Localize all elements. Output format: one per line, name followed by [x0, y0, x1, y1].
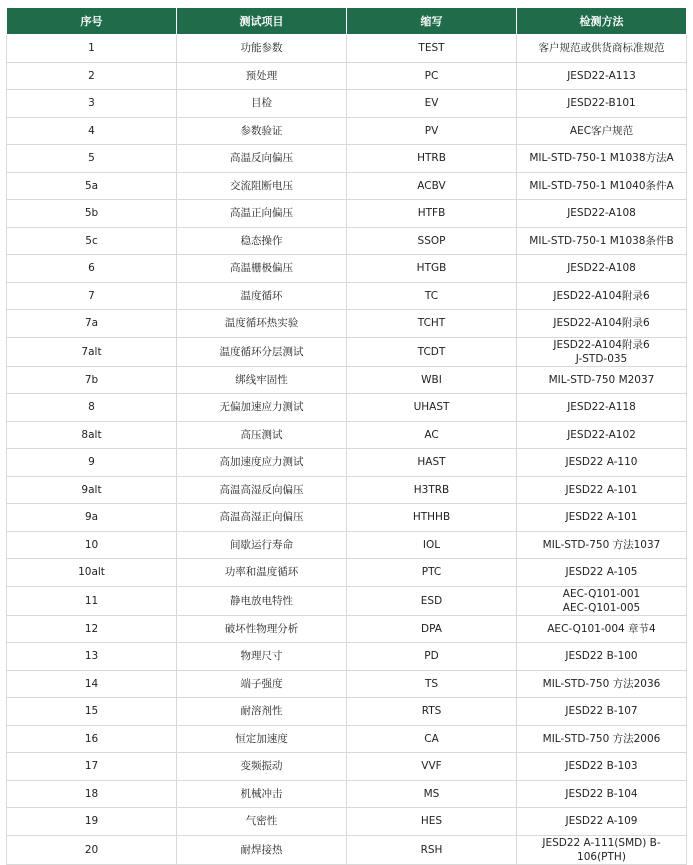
cell-serial-number: 9alt — [7, 476, 177, 504]
table-row — [7, 780, 687, 808]
test-method-line: JESD22 B-100 — [565, 650, 638, 663]
cell-test-item: 预处理 — [177, 62, 347, 90]
cell-abbreviation: EV — [347, 90, 517, 118]
cell-test-method — [517, 145, 687, 173]
cell-serial-number: 13 — [7, 643, 177, 671]
cell-test-method — [517, 227, 687, 255]
cell-test-method — [517, 531, 687, 559]
header-abbreviation: 缩写 — [347, 8, 517, 35]
test-method-line: JESD22-A104附录6 — [553, 289, 650, 302]
cell-serial-number: 4 — [7, 117, 177, 145]
cell-serial-number: 5 — [7, 145, 177, 173]
test-method-line: JESD22-A108 — [567, 262, 636, 275]
test-method-line: AEC-Q101-001 — [562, 587, 641, 600]
cell-serial-number: 16 — [7, 725, 177, 753]
cell-test-item: 高温反向偏压 — [177, 145, 347, 173]
cell-test-item: 高温高湿正向偏压 — [177, 504, 347, 532]
test-method-line: J-STD-035 — [575, 352, 628, 365]
cell-test-item: 气密性 — [177, 808, 347, 836]
cell-serial-number: 1 — [7, 35, 177, 63]
test-method-line: JESD22 A-111(SMD) B-106(PTH) — [542, 836, 661, 863]
table-row — [7, 282, 687, 310]
cell-test-method — [517, 282, 687, 310]
cell-test-item: 物理尺寸 — [177, 643, 347, 671]
cell-abbreviation: HAST — [347, 449, 517, 477]
test-method-line: JESD22 A-109 — [565, 815, 638, 828]
cell-abbreviation: RSH — [347, 835, 517, 864]
cell-serial-number: 5b — [7, 200, 177, 228]
cell-abbreviation: TS — [347, 670, 517, 698]
table-row — [7, 145, 687, 173]
table-row — [7, 670, 687, 698]
test-method-line: JESD22-A104附录6 — [553, 317, 650, 330]
test-method-line: JESD22 B-104 — [565, 787, 638, 800]
cell-serial-number: 7alt — [7, 337, 177, 366]
cell-test-item: 静电放电特性 — [177, 586, 347, 615]
cell-test-item: 破坏性物理分析 — [177, 615, 347, 643]
cell-test-method — [517, 172, 687, 200]
table-row — [7, 200, 687, 228]
header-test-method: 检测方法 — [517, 8, 687, 35]
test-method-line: JESD22 B-103 — [565, 760, 638, 773]
cell-test-method — [517, 643, 687, 671]
test-method-line: MIL-STD-750-1 M1040条件A — [529, 179, 674, 192]
cell-test-item: 间歇运行寿命 — [177, 531, 347, 559]
cell-abbreviation: TCHT — [347, 310, 517, 338]
table-row — [7, 62, 687, 90]
cell-abbreviation: MS — [347, 780, 517, 808]
table-row — [7, 394, 687, 422]
table-header-row — [7, 8, 687, 35]
cell-test-item: 绑线牢固性 — [177, 366, 347, 394]
table-row — [7, 643, 687, 671]
cell-abbreviation: HTFB — [347, 200, 517, 228]
cell-abbreviation: IOL — [347, 531, 517, 559]
test-method-line: JESD22 A-110 — [565, 456, 638, 469]
cell-test-item: 温度循环热实验 — [177, 310, 347, 338]
table-row — [7, 698, 687, 726]
cell-serial-number: 14 — [7, 670, 177, 698]
cell-test-method — [517, 90, 687, 118]
cell-test-item: 功能参数 — [177, 35, 347, 63]
cell-test-item: 耐溶剂性 — [177, 698, 347, 726]
cell-serial-number: 2 — [7, 62, 177, 90]
cell-test-method — [517, 449, 687, 477]
cell-serial-number: 3 — [7, 90, 177, 118]
test-method-line: JESD22 B-107 — [565, 705, 638, 718]
table-row — [7, 753, 687, 781]
cell-test-item: 恒定加速度 — [177, 725, 347, 753]
table-row — [7, 337, 687, 366]
table-row — [7, 476, 687, 504]
cell-test-item: 无偏加速应力测试 — [177, 394, 347, 422]
cell-abbreviation: PD — [347, 643, 517, 671]
table-row — [7, 586, 687, 615]
test-method-line: JESD22-A118 — [567, 401, 636, 414]
cell-test-item: 温度循环 — [177, 282, 347, 310]
cell-test-item: 高温高湿反向偏压 — [177, 476, 347, 504]
test-table-container — [6, 7, 686, 865]
cell-test-method — [517, 62, 687, 90]
cell-serial-number: 8 — [7, 394, 177, 422]
cell-serial-number: 7b — [7, 366, 177, 394]
table-row — [7, 366, 687, 394]
cell-serial-number: 8alt — [7, 421, 177, 449]
cell-test-item: 高温正向偏压 — [177, 200, 347, 228]
cell-abbreviation: HTHHB — [347, 504, 517, 532]
cell-test-item: 功率和温度循环 — [177, 559, 347, 587]
table-row — [7, 227, 687, 255]
test-method-line: MIL-STD-750 方法2006 — [542, 732, 661, 745]
cell-test-method — [517, 504, 687, 532]
cell-test-method — [517, 200, 687, 228]
cell-abbreviation: TC — [347, 282, 517, 310]
table-row — [7, 725, 687, 753]
cell-abbreviation: HTGB — [347, 255, 517, 283]
cell-serial-number: 10 — [7, 531, 177, 559]
table-row — [7, 808, 687, 836]
cell-serial-number: 6 — [7, 255, 177, 283]
table-row — [7, 504, 687, 532]
cell-test-method — [517, 421, 687, 449]
table-row — [7, 835, 687, 864]
cell-abbreviation: TCDT — [347, 337, 517, 366]
table-row — [7, 449, 687, 477]
table-row — [7, 255, 687, 283]
cell-test-method — [517, 35, 687, 63]
cell-serial-number: 12 — [7, 615, 177, 643]
cell-test-method — [517, 337, 687, 366]
cell-test-item: 交流阻断电压 — [177, 172, 347, 200]
cell-test-method — [517, 394, 687, 422]
cell-test-item: 高压测试 — [177, 421, 347, 449]
test-method-line: JESD22-A102 — [567, 428, 636, 441]
cell-serial-number: 17 — [7, 753, 177, 781]
cell-test-method — [517, 698, 687, 726]
cell-test-item: 端子强度 — [177, 670, 347, 698]
cell-test-method — [517, 476, 687, 504]
test-method-line: MIL-STD-750 M2037 — [548, 373, 655, 386]
cell-serial-number: 18 — [7, 780, 177, 808]
cell-abbreviation: HTRB — [347, 145, 517, 173]
test-method-line: AEC-Q101-004 章节4 — [547, 622, 656, 635]
cell-abbreviation: TEST — [347, 35, 517, 63]
cell-abbreviation: PV — [347, 117, 517, 145]
test-method-line: AEC客户规范 — [569, 124, 634, 137]
cell-serial-number: 10alt — [7, 559, 177, 587]
test-method-line: MIL-STD-750-1 M1038条件B — [529, 234, 674, 247]
test-method-line: MIL-STD-750-1 M1038方法A — [529, 152, 674, 165]
table-row — [7, 172, 687, 200]
test-method-line: JESD22-A104附录6 — [553, 338, 650, 351]
cell-test-item: 目检 — [177, 90, 347, 118]
cell-abbreviation: PC — [347, 62, 517, 90]
test-method-line: JESD22-B101 — [567, 97, 636, 110]
cell-test-method — [517, 780, 687, 808]
cell-abbreviation: PTC — [347, 559, 517, 587]
cell-test-method — [517, 615, 687, 643]
cell-test-method — [517, 310, 687, 338]
cell-serial-number: 5c — [7, 227, 177, 255]
cell-test-method — [517, 255, 687, 283]
cell-abbreviation: WBI — [347, 366, 517, 394]
cell-abbreviation: VVF — [347, 753, 517, 781]
cell-test-method — [517, 753, 687, 781]
header-test-item: 测试项目 — [177, 8, 347, 35]
cell-test-item: 参数验证 — [177, 117, 347, 145]
cell-test-item: 变频振动 — [177, 753, 347, 781]
cell-abbreviation: AC — [347, 421, 517, 449]
table-row — [7, 559, 687, 587]
cell-test-item: 稳态操作 — [177, 227, 347, 255]
table-row — [7, 531, 687, 559]
cell-test-method — [517, 725, 687, 753]
table-row — [7, 117, 687, 145]
cell-abbreviation: RTS — [347, 698, 517, 726]
cell-abbreviation: ESD — [347, 586, 517, 615]
cell-serial-number: 7 — [7, 282, 177, 310]
cell-test-method — [517, 586, 687, 615]
cell-test-method — [517, 835, 687, 864]
table-row — [7, 35, 687, 63]
cell-test-method — [517, 117, 687, 145]
cell-abbreviation: ACBV — [347, 172, 517, 200]
table-row — [7, 615, 687, 643]
cell-test-method — [517, 670, 687, 698]
table-row — [7, 421, 687, 449]
cell-serial-number: 9 — [7, 449, 177, 477]
test-method-line: JESD22-A108 — [567, 207, 636, 220]
cell-test-method — [517, 808, 687, 836]
cell-serial-number: 11 — [7, 586, 177, 615]
test-standards-table — [6, 7, 687, 865]
cell-abbreviation: SSOP — [347, 227, 517, 255]
cell-abbreviation: CA — [347, 725, 517, 753]
cell-abbreviation: HES — [347, 808, 517, 836]
cell-abbreviation: UHAST — [347, 394, 517, 422]
cell-serial-number: 9a — [7, 504, 177, 532]
cell-test-method — [517, 366, 687, 394]
test-method-line: MIL-STD-750 方法2036 — [542, 677, 661, 690]
test-method-line: JESD22 A-105 — [565, 566, 638, 579]
test-method-line: JESD22-A113 — [567, 69, 636, 82]
cell-serial-number: 20 — [7, 835, 177, 864]
cell-test-item: 温度循环分层测试 — [177, 337, 347, 366]
cell-abbreviation: H3TRB — [347, 476, 517, 504]
cell-test-method — [517, 559, 687, 587]
cell-serial-number: 7a — [7, 310, 177, 338]
cell-serial-number: 19 — [7, 808, 177, 836]
cell-serial-number: 5a — [7, 172, 177, 200]
cell-test-item: 高加速度应力测试 — [177, 449, 347, 477]
test-method-line: AEC-Q101-005 — [562, 601, 641, 614]
test-method-line: 客户规范或供货商标准规范 — [538, 42, 665, 55]
table-row — [7, 310, 687, 338]
test-method-line: MIL-STD-750 方法1037 — [542, 538, 661, 551]
table-row — [7, 90, 687, 118]
test-method-line: JESD22 A-101 — [565, 483, 638, 496]
test-method-line: JESD22 A-101 — [565, 511, 638, 524]
cell-test-item: 机械冲击 — [177, 780, 347, 808]
header-serial-number: 序号 — [7, 8, 177, 35]
cell-abbreviation: DPA — [347, 615, 517, 643]
cell-test-item: 耐焊接热 — [177, 835, 347, 864]
table-body — [7, 35, 687, 865]
cell-test-item: 高温栅极偏压 — [177, 255, 347, 283]
cell-serial-number: 15 — [7, 698, 177, 726]
